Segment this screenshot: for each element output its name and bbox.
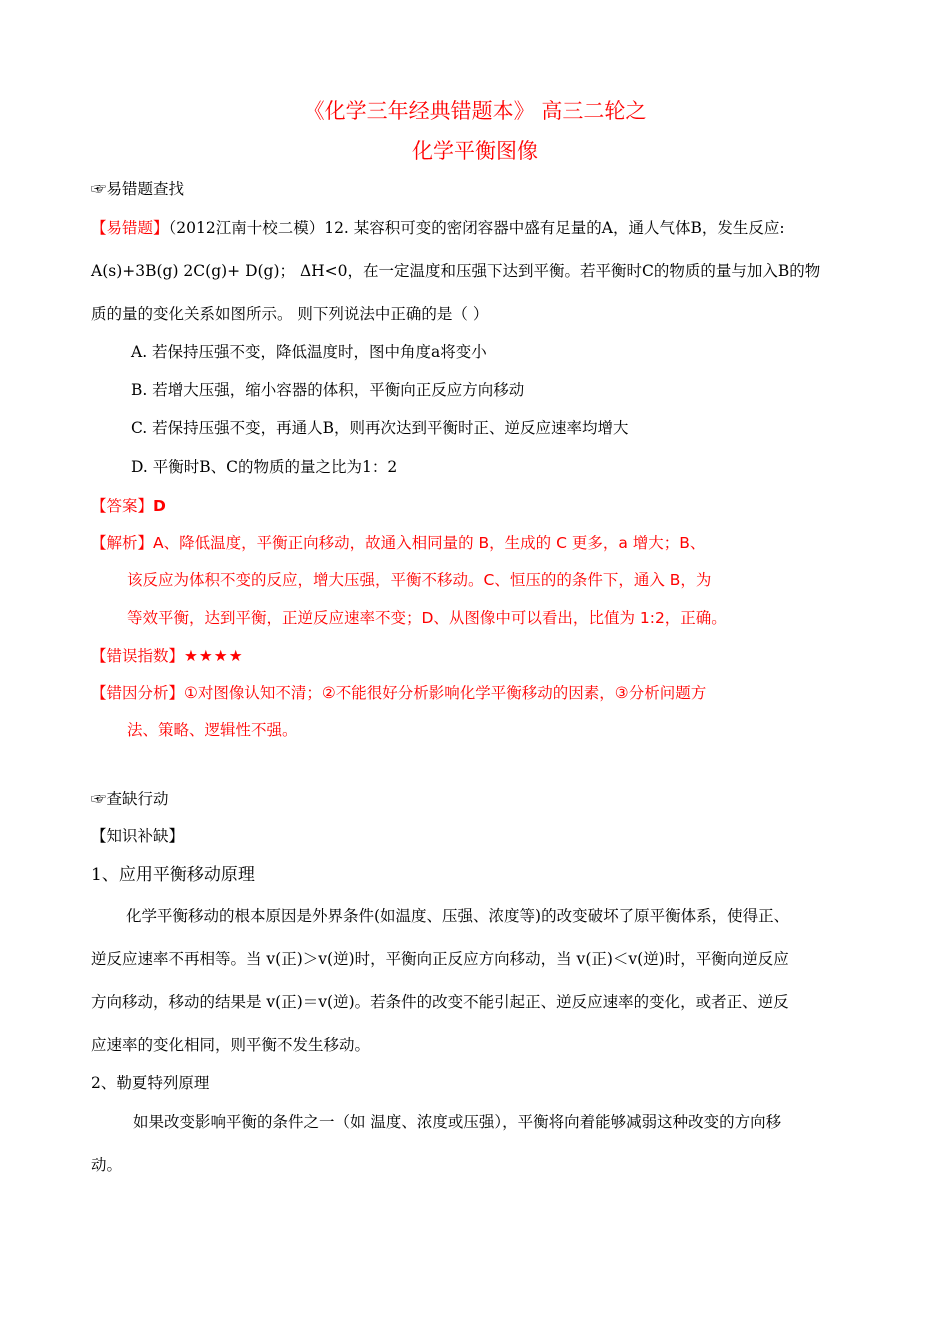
k1-para-line-2: 逆反应速率不再相等。当 v(正)＞v(逆)时，平衡向正反应方向移动，当 v(正)＜v(逆)时，平衡向逆反应 xyxy=(91,950,789,968)
analysis-text-1: A、降低温度，平衡正向移动，故通入相同量的 B，生成的 C 更多，a 增大；B、 xyxy=(153,534,706,552)
option-c: C. 若保持压强不变，再通人B，则再次达到平衡时正、逆反应速率均增大 xyxy=(131,419,629,437)
section-heading-find: ☞易错题查找 xyxy=(91,180,185,198)
answer-value: D xyxy=(153,497,166,515)
section-heading-action: ☞查缺行动 xyxy=(91,790,169,808)
problem-line-2: A(s)+3B(g) 2C(g)+ D(g)； ΔH<0，在一定温度和压强下达到平衡。若平衡时C的物质的量与加入B的物 xyxy=(91,262,821,280)
option-b: B. 若增大压强，缩小容器的体积，平衡向正反应方向移动 xyxy=(131,381,525,399)
analysis-line-3: 等效平衡，达到平衡，正逆反应速率不变；D、从图像中可以看出，比值为 1:2，正确。 xyxy=(127,609,727,627)
k2-para-line-1: 如果改变影响平衡的条件之一（如 温度、浓度或压强），平衡将向着能够减弱这种改变的方向移 xyxy=(133,1113,782,1131)
error-index-line xyxy=(91,645,244,667)
analysis-tag: 【解析】 xyxy=(91,534,154,552)
problem-tag: 【易错题】 xyxy=(91,219,169,237)
problem-line-3: 质的量的变化关系如图所示。 则下列说法中正确的是（ ） xyxy=(91,305,489,323)
option-a: A. 若保持压强不变，降低温度时，图中角度a将变小 xyxy=(131,343,487,361)
error-cause-tag: 【错因分析】 xyxy=(91,684,185,702)
error-cause-line-2: 法、策略、逻辑性不强。 xyxy=(127,721,298,739)
document-title-line1: 《化学三年经典错题本》 高三二轮之 xyxy=(303,99,647,123)
document-title-line2: 化学平衡图像 xyxy=(412,139,538,163)
k1-para-line-4: 应速率的变化相同，则平衡不发生移动。 xyxy=(91,1036,371,1054)
answer-tag: 【答案】 xyxy=(91,497,154,515)
analysis-line-1 xyxy=(91,532,705,554)
analysis-line-2: 该反应为体积不变的反应，增大压强，平衡不移动。C、恒压的的条件下，通入 B，为 xyxy=(127,571,712,589)
knowledge-tag: 【知识补缺】 xyxy=(91,827,185,845)
k1-heading: 1、应用平衡移动原理 xyxy=(91,865,255,885)
error-index-tag: 【错误指数】 xyxy=(91,647,185,665)
k1-para-line-3: 方向移动，移动的结果是 v(正)＝v(逆)。若条件的改变不能引起正、逆反应速率的变化，或者正、逆反 xyxy=(91,993,789,1011)
answer-line xyxy=(91,495,166,517)
option-d: D. 平衡时B、C的物质的量之比为1：2 xyxy=(131,458,398,476)
error-cause-text-1: ①对图像认知不清；②不能很好分析影响化学平衡移动的因素，③分析问题方 xyxy=(184,684,707,702)
k2-para-line-2: 动。 xyxy=(91,1156,123,1174)
error-cause-line-1 xyxy=(91,682,706,704)
error-index-stars: ★★★★ xyxy=(184,647,244,665)
k2-heading: 2、勒夏特列原理 xyxy=(91,1074,210,1092)
k1-para-line-1: 化学平衡移动的根本原因是外界条件(如温度、压强、浓度等)的改变破坏了原平衡体系，使得正、 xyxy=(126,907,790,925)
problem-line-1 xyxy=(91,217,785,239)
problem-text-1: （2012江南十校二模）12. 某容积可变的密闭容器中盛有足量的A，通人气体B，发生反应: xyxy=(168,219,785,237)
